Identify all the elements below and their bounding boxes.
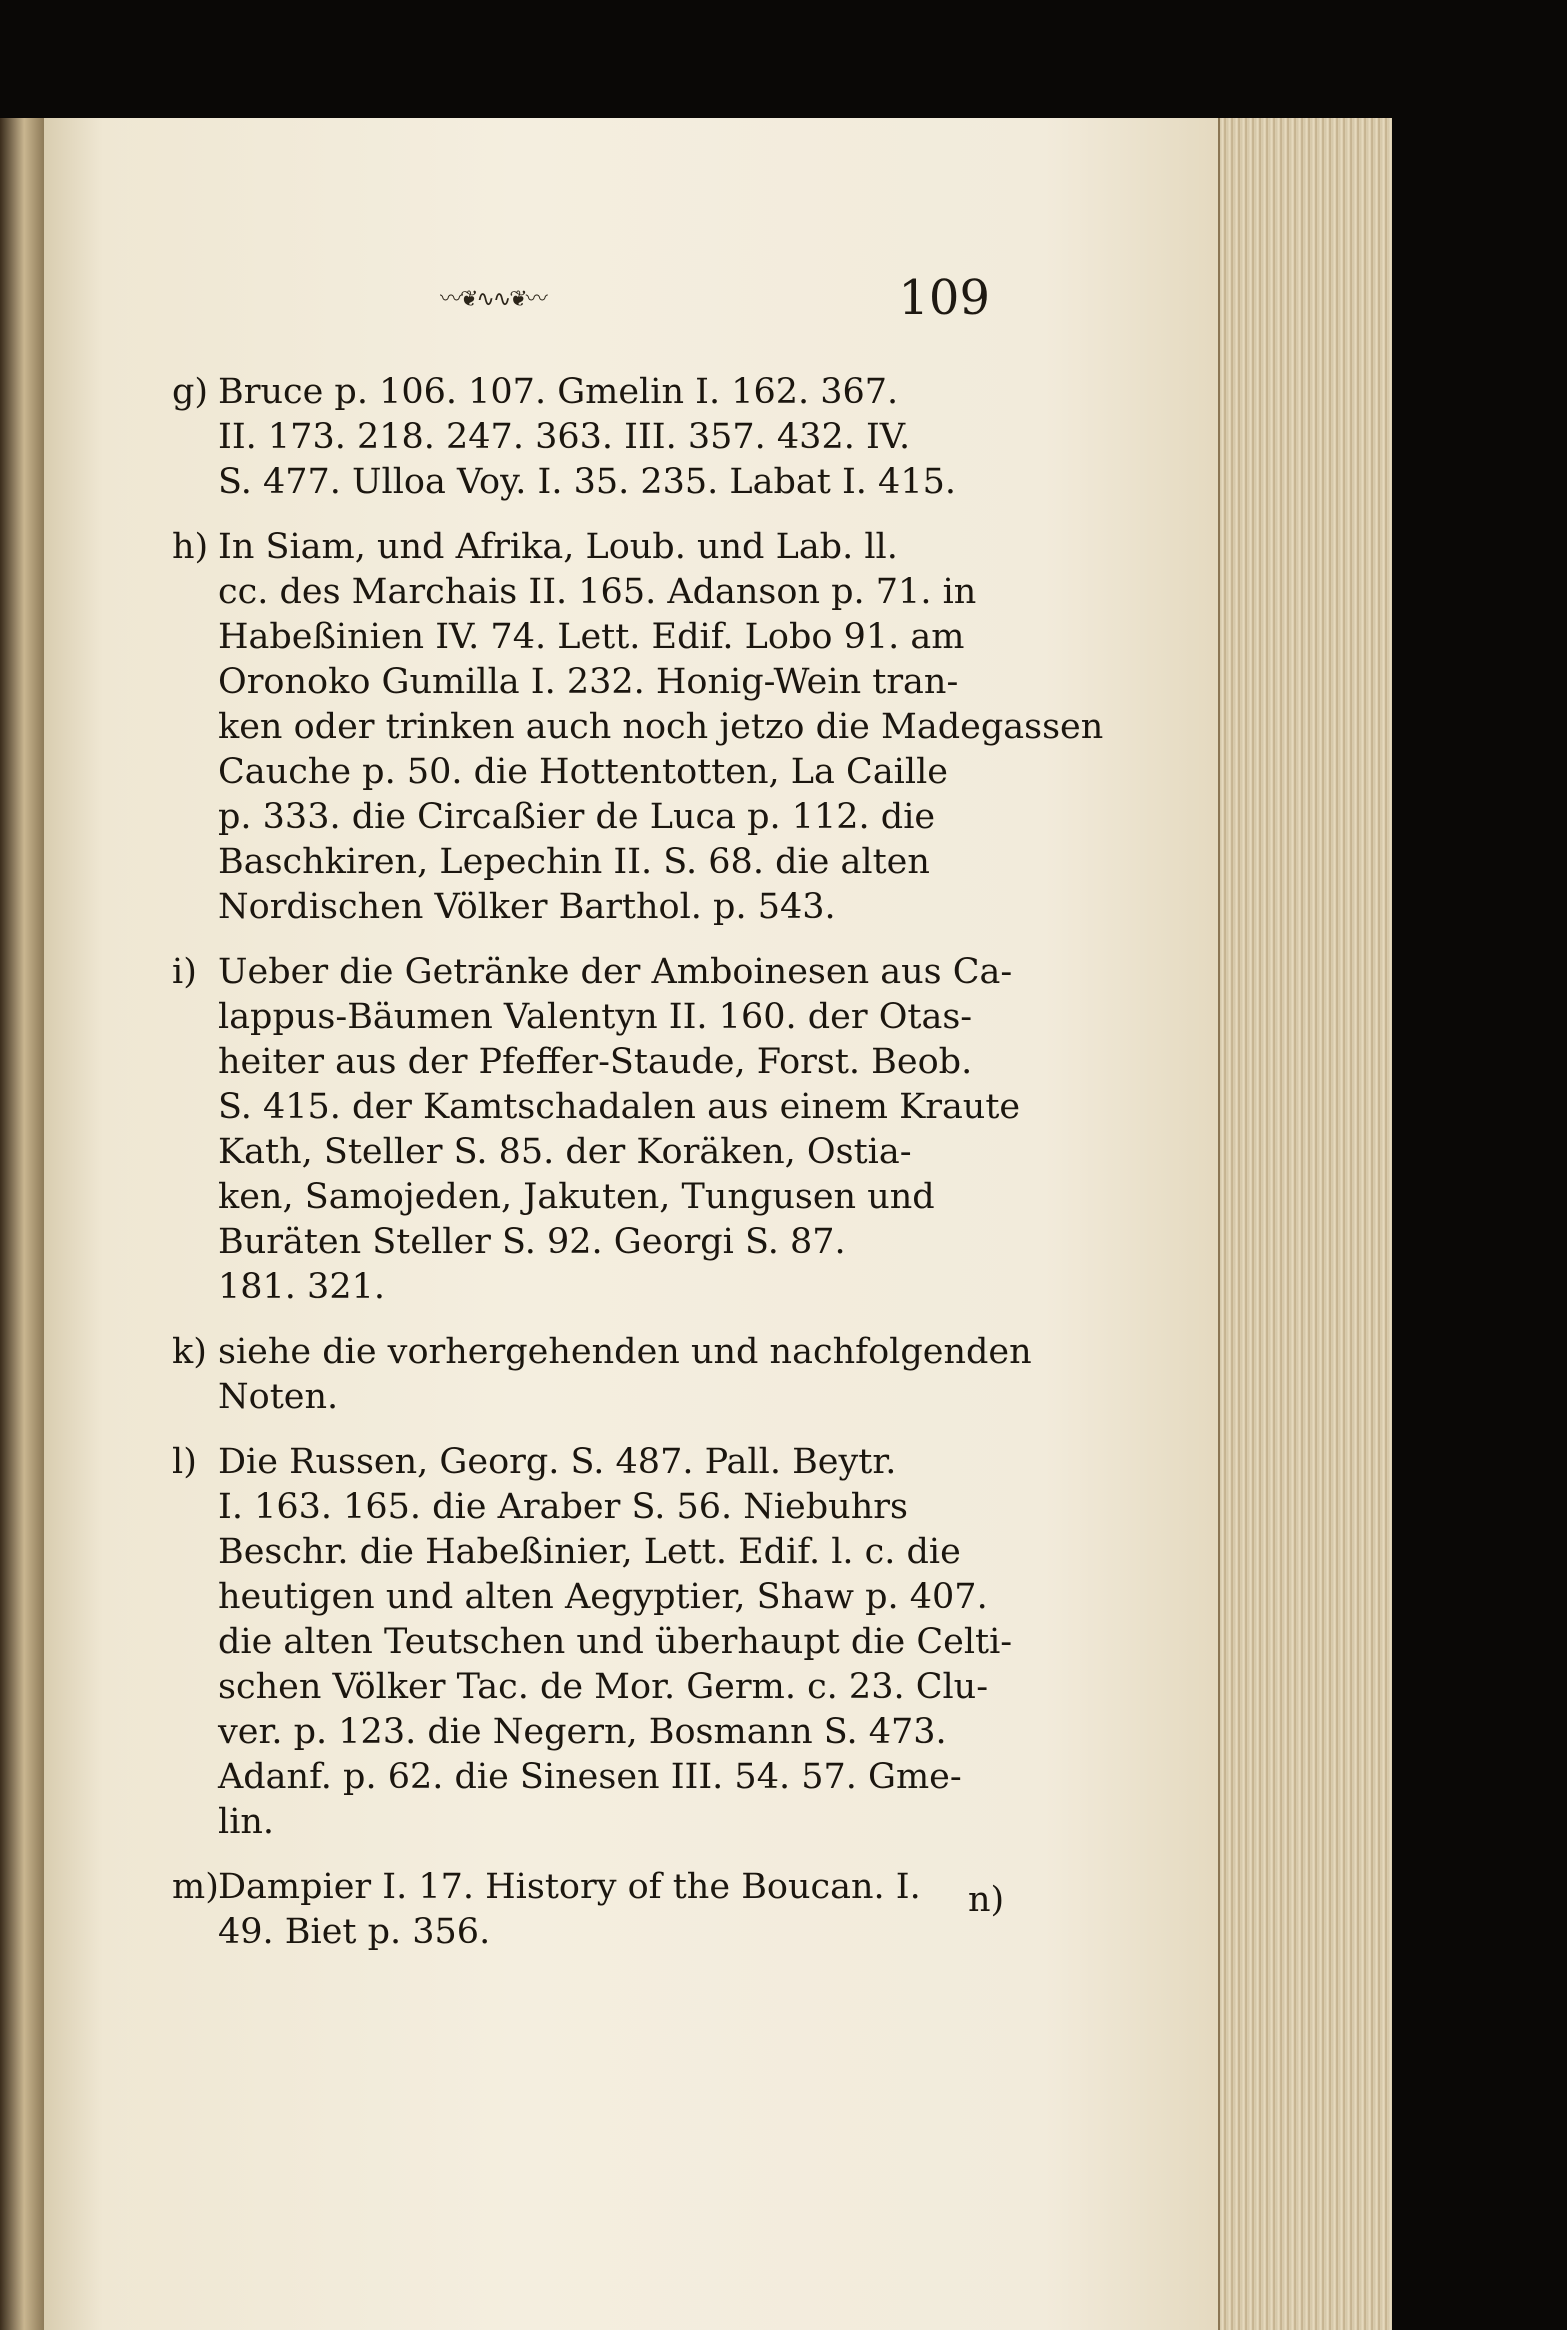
note-line: Baschkiren, Lepechin II. S. 68. die alten: [218, 842, 930, 882]
note-line: die alten Teutschen und überhaupt die Celti-: [218, 1622, 1013, 1662]
note-text: [218, 1440, 1012, 1845]
note-m: [172, 1865, 1012, 1955]
note-line: schen Völker Tac. de Mor. Germ. c. 23. Clu-: [218, 1667, 989, 1707]
note-line: siehe die vorhergehenden und nachfolgenden: [218, 1332, 1032, 1372]
note-line: I. 163. 165. die Araber S. 56. Niebuhrs: [218, 1487, 908, 1527]
note-line: cc. des Marchais II. 165. Adanson p. 71. in: [218, 572, 977, 612]
note-line: In Siam, und Afrika, Loub. und Lab. ll.: [218, 527, 898, 567]
note-g: [172, 370, 1012, 505]
note-line: lin.: [218, 1802, 275, 1842]
note-line: Buräten Steller S. 92. Georgi S. 87.: [218, 1222, 846, 1262]
note-label: g): [172, 372, 209, 412]
note-line: Bruce p. 106. 107. Gmelin I. 162. 367.: [218, 372, 899, 412]
page-block-edges: [1218, 118, 1394, 2330]
note-line: ver. p. 123. die Negern, Bosmann S. 473.: [218, 1712, 947, 1752]
note-text: [218, 950, 1021, 1310]
note-line: Oronoko Gumilla I. 232. Honig-Wein tran-: [218, 662, 959, 702]
note-label: l): [172, 1442, 197, 1482]
note-line: Kath, Steller S. 85. der Koräken, Ostia-: [218, 1132, 912, 1172]
catchword: n): [968, 1880, 1005, 1920]
note-line: 181. 321.: [218, 1267, 385, 1307]
note-line: Habeßinien IV. 74. Lett. Edif. Lobo 91. am: [218, 617, 965, 657]
note-line: 49. Biet p. 356.: [218, 1912, 491, 1952]
note-text: [218, 525, 1104, 930]
note-line: Dampier I. 17. History of the Boucan. I.: [218, 1867, 921, 1907]
background-shadow: [1392, 118, 1567, 2330]
note-line: Die Russen, Georg. S. 487. Pall. Beytr.: [218, 1442, 897, 1482]
note-h: [172, 525, 1104, 930]
note-label: i): [172, 952, 197, 992]
note-line: ken, Samojeden, Jakuten, Tungusen und: [218, 1177, 935, 1217]
note-line: Beschr. die Habeßinier, Lett. Edif. l. c. die: [218, 1532, 961, 1572]
note-line: ken oder trinken auch noch jetzo die Madegassen: [218, 707, 1104, 747]
note-l: [172, 1440, 1012, 1845]
note-line: heutigen und alten Aegyptier, Shaw p. 407.: [218, 1577, 988, 1617]
note-line: p. 333. die Circaßier de Luca p. 112. die: [218, 797, 936, 837]
note-text: [218, 1865, 1012, 1955]
note-line: Nordischen Völker Barthol. p. 543.: [218, 887, 836, 927]
note-text: [218, 370, 1012, 505]
note-line: Ueber die Getränke der Amboinesen aus Ca-: [218, 952, 1013, 992]
note-line: S. 415. der Kamtschadalen aus einem Kraute: [218, 1087, 1021, 1127]
note-label: k): [172, 1332, 207, 1372]
note-i: [172, 950, 1021, 1310]
footnotes: [172, 370, 1104, 1975]
note-line: Cauche p. 50. die Hottentotten, La Caille: [218, 752, 948, 792]
left-page-edge: [0, 118, 44, 2330]
note-label: h): [172, 527, 209, 567]
note-line: S. 477. Ulloa Voy. I. 35. 235. Labat I. 415.: [218, 462, 956, 502]
note-line: heiter aus der Pfeffer-Staude, Forst. Beob.: [218, 1042, 973, 1082]
note-line: Noten.: [218, 1377, 339, 1417]
note-line: Adanf. p. 62. die Sinesen III. 54. 57. Gme-: [218, 1757, 962, 1797]
header-ornament: 〰❦∿∿❦〰: [440, 287, 546, 308]
page-header: [440, 270, 1020, 330]
page-number: 109: [898, 270, 990, 326]
note-line: lappus-Bäumen Valentyn II. 160. der Otas-: [218, 997, 973, 1037]
note-text: [218, 1330, 1032, 1420]
note-k: [172, 1330, 1032, 1420]
note-label: m): [172, 1867, 219, 1907]
note-line: II. 173. 218. 247. 363. III. 357. 432. IV.: [218, 417, 911, 457]
